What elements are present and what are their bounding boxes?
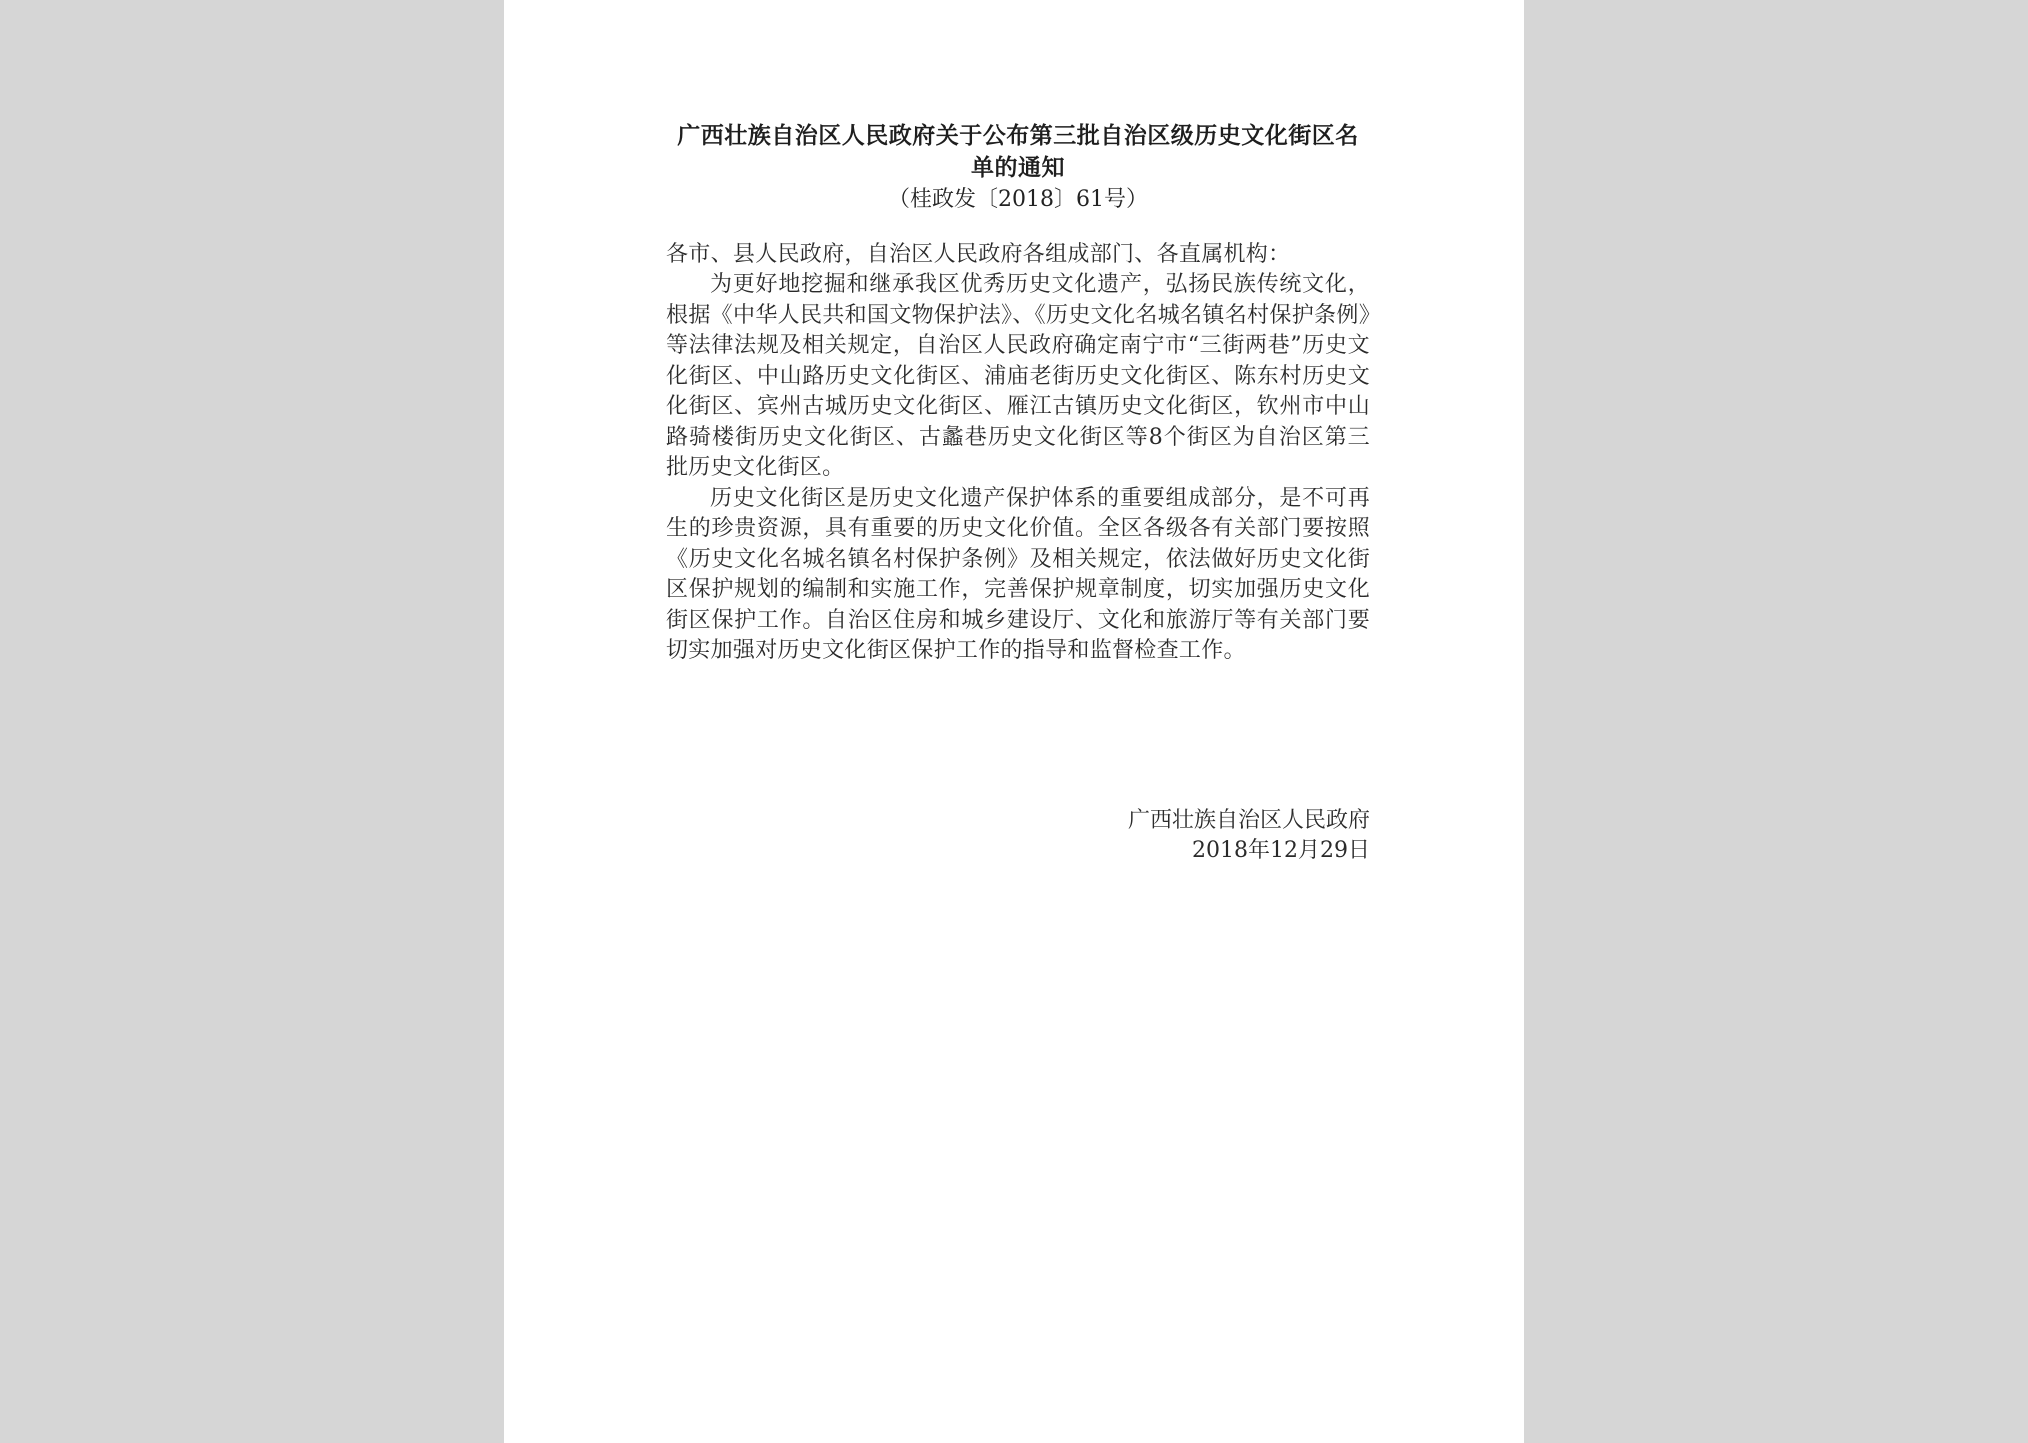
issue-date: 2018年12月29日 bbox=[1192, 838, 1370, 863]
document-number: （桂政发〔2018〕61号） bbox=[888, 187, 1148, 212]
document-page bbox=[504, 0, 1524, 1443]
document-title: 广西壮族自治区人民政府关于公布第三批自治区级历史文化街区名单的通知 bbox=[677, 122, 1359, 181]
paragraph-1: 为更好地挖掘和继承我区优秀历史文化遗产，弘扬民族传统文化，根据《中华人民共和国文物保护法》、《历史文化名城名镇名村保护条例》等法律法规及相关规定，自治区人民政府确定南宁市“三街两巷”历史文化街区、中山路历史文化街区、浦庙老街历史文化街区、陈东村历史文化街区、宾州古城历史文化街区、雁江古镇历史文化街区，钦州市中山路骑楼街历史文化街区、古蠡巷历史文化街区等8个街区为自治区第三批历史文化街区。 bbox=[666, 272, 1370, 480]
signature-block bbox=[666, 806, 1370, 866]
issuer: 广西壮族自治区人民政府 bbox=[1127, 808, 1370, 833]
salutation: 各市、县人民政府，自治区人民政府各组成部门、各直属机构： bbox=[666, 242, 1291, 267]
paragraph-2: 历史文化街区是历史文化遗产保护体系的重要组成部分，是不可再生的珍贵资源，具有重要的历史文化价值。全区各级各有关部门要按照《历史文化名城名镇名村保护条例》及相关规定，依法做好历史文化街区保护规划的编制和实施工作，完善保护规章制度，切实加强历史文化街区保护工作。自治区住房和城乡建设厅、文化和旅游厅等有关部门要切实加强对历史文化街区保护工作的指导和监督检查工作。 bbox=[666, 485, 1370, 663]
document-body bbox=[666, 120, 1370, 667]
